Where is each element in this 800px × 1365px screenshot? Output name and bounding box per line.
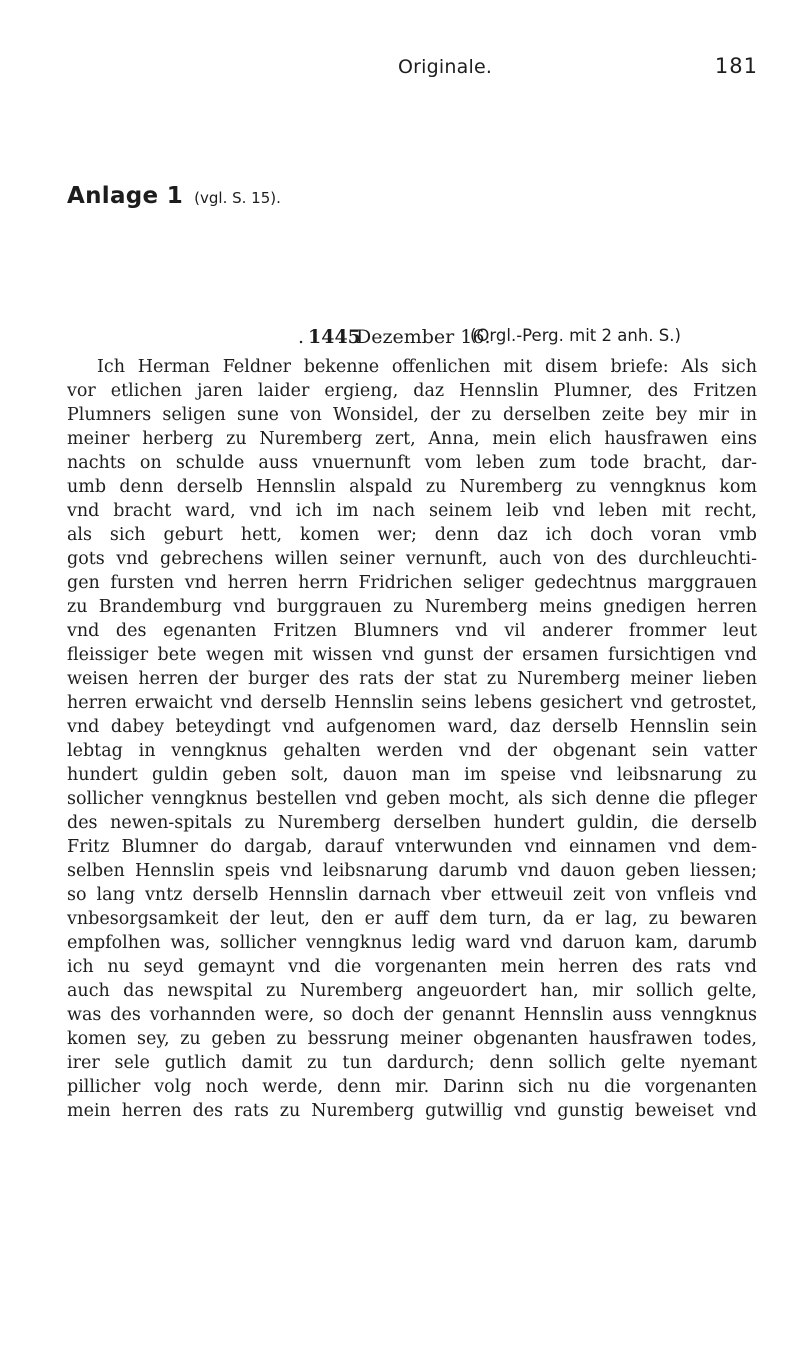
- dateline-dot: .: [298, 326, 305, 348]
- body-line: Fritz Blumner do dargab, darauf vnterwunden vnd einnamen vnd dem-: [67, 837, 757, 857]
- annex-heading: [67, 183, 281, 209]
- body-line: selben Hennslin speis vnd leibsnarung darumb vnd dauon geben liessen;: [67, 861, 757, 881]
- body-line: weisen herren der burger des rats der stat zu Nuremberg meiner lieben: [67, 669, 757, 689]
- body-line: sollicher venngknus bestellen vnd geben mocht, als sich denne die pfleger: [67, 789, 757, 809]
- body-line: vor etlichen jaren laider ergieng, daz Hennslin Plumner, des Fritzen: [67, 381, 757, 401]
- body-line: auch das newspital zu Nuremberg angeuordert han, mir sollich gelte,: [67, 981, 757, 1001]
- annex-reference: (vgl. S. 15).: [194, 189, 281, 207]
- dateline-date: Dezember 16.: [356, 326, 491, 348]
- body-line: empfolhen was, sollicher venngknus ledig ward vnd daruon kam, darumb: [67, 933, 757, 953]
- body-line: Ich Herman Feldner bekenne offenlichen mit disem briefe: Als sich: [97, 357, 757, 377]
- body-line: zu Brandemburg vnd burggrauen zu Nuremberg meins gnedigen herren: [67, 597, 757, 617]
- annex-title: Anlage 1: [67, 183, 184, 209]
- body-line: gots vnd gebrechens willen seiner vernunft, auch von des durchleuchti-: [67, 549, 757, 569]
- running-title: Originale.: [398, 56, 493, 78]
- body-line: pillicher volg noch werde, denn mir. Darinn sich nu die vorgenanten: [67, 1077, 757, 1097]
- body-line: herren erwaicht vnd derselb Hennslin seins lebens gesichert vnd getrostet,: [67, 693, 757, 713]
- body-line: vnd bracht ward, vnd ich im nach seinem leib vnd leben mit recht,: [67, 501, 757, 521]
- body-line: komen sey, zu geben zu bessrung meiner obgenanten hausfrawen todes,: [67, 1029, 757, 1049]
- body-line: so lang vntz derselb Hennslin darnach vber ettweuil zeit von vnfleis vnd: [67, 885, 757, 905]
- body-line: meiner herberg zu Nuremberg zert, Anna, mein elich hausfrawen eins: [67, 429, 757, 449]
- body-line: fleissiger bete wegen mit wissen vnd gunst der ersamen fursichtigen vnd: [67, 645, 757, 665]
- body-line: nachts on schulde auss vnuernunft vom leben zum tode bracht, dar-: [67, 453, 757, 473]
- body-line: vnd des egenanten Fritzen Blumners vnd vil anderer frommer leut: [67, 621, 757, 641]
- body-line: vnd dabey beteydingt vnd aufgenomen ward, daz derselb Hennslin sein: [67, 717, 757, 737]
- body-line: gen fursten vnd herren herrn Fridrichen seliger gedechtnus marggrauen: [67, 573, 757, 593]
- body-line: was des vorhannden were, so doch der genannt Hennslin auss venngknus: [67, 1005, 757, 1025]
- body-line: umb denn derselb Hennslin alspald zu Nuremberg zu venngknus kom: [67, 477, 757, 497]
- body-line: als sich geburt hett, komen wer; denn daz ich doch voran vmb: [67, 525, 757, 545]
- body-line: irer sele gutlich damit zu tun dardurch; denn sollich gelte nyemant: [67, 1053, 757, 1073]
- running-head: [0, 56, 800, 86]
- document-body: [67, 355, 757, 1123]
- page-number: 181: [714, 54, 758, 78]
- body-line: hundert guldin geben solt, dauon man im speise vnd leibsnarung zu: [67, 765, 757, 785]
- dateline-year: 1445: [308, 326, 361, 348]
- body-line: vnbesorgsamkeit der leut, den er auff dem turn, da er lag, zu bewaren: [67, 909, 757, 929]
- body-line: lebtag in venngknus gehalten werden vnd der obgenant sein vatter: [67, 741, 757, 761]
- body-line: des newen-spitals zu Nuremberg derselben hundert guldin, die derselb: [67, 813, 757, 833]
- body-line: ich nu seyd gemaynt vnd die vorgenanten mein herren des rats vnd: [67, 957, 757, 977]
- body-line: Plumners seligen sune von Wonsidel, der zu derselben zeite bey mir in: [67, 405, 757, 425]
- body-line: mein herren des rats zu Nuremberg gutwillig vnd gunstig beweiset vnd: [67, 1101, 757, 1121]
- dateline-source-note: (Orgl.-Perg. mit 2 anh. S.): [470, 326, 681, 345]
